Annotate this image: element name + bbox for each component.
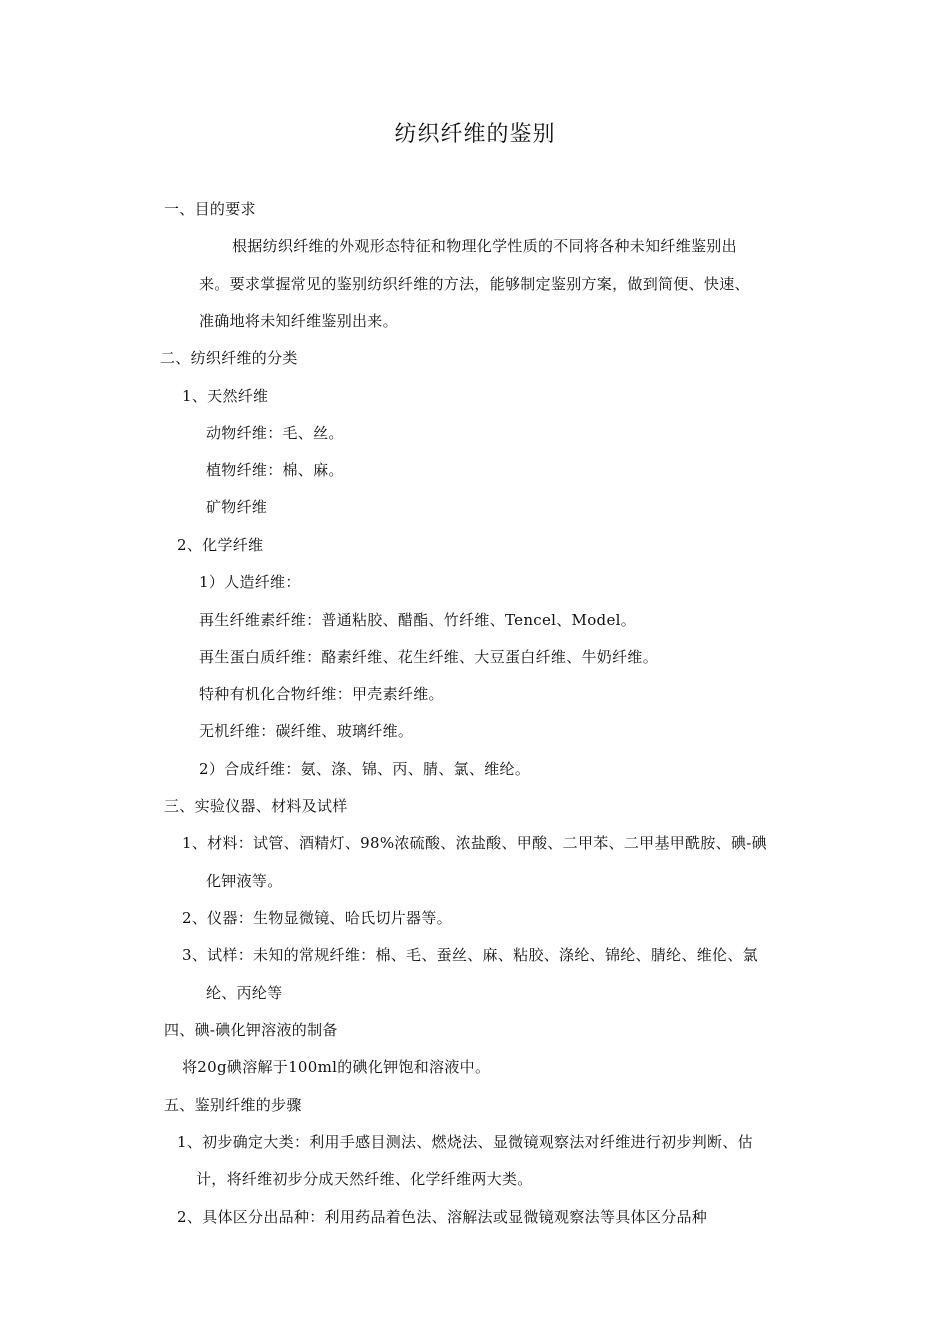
list-item-continuation: 计，将纤维初步分成天然纤维、化学纤维两大类。	[196, 1170, 533, 1188]
paragraph-line: 来。要求掌握常见的鉴别纺织纤维的方法，能够制定鉴别方案，做到简便、快速、	[199, 275, 750, 293]
document-title: 纺织纤维的鉴别	[394, 122, 556, 147]
subsection-heading: 1、天然纤维	[182, 387, 269, 405]
section-heading-3: 三、实验仪器、材料及试样	[164, 797, 348, 815]
list-item: 无机纤维：碳纤维、玻璃纤维。	[199, 722, 414, 740]
paragraph-line: 将20g碘溶解于100ml的碘化钾饱和溶液中。	[182, 1058, 491, 1076]
list-item: 1、初步确定大类：利用手感目测法、燃烧法、显微镜观察法对纤维进行初步判断、估	[177, 1133, 753, 1151]
list-item: 再生蛋白质纤维：酪素纤维、花生纤维、大豆蛋白纤维、牛奶纤维。	[199, 648, 659, 666]
list-item: 植物纤维：棉、麻。	[206, 461, 344, 479]
list-item: 1）人造纤维：	[199, 573, 301, 591]
list-item: 再生纤维素纤维：普通粘胶、醋酯、竹纤维、Tencel、Model。	[199, 611, 637, 629]
list-item-continuation: 纶、丙纶等	[206, 984, 283, 1002]
list-item: 矿物纤维	[206, 498, 268, 516]
paragraph-line: 根据纺织纤维的外观形态特征和物理化学性质的不同将各种未知纤维鉴别出	[232, 237, 737, 255]
subsection-heading: 2、化学纤维	[177, 536, 264, 554]
section-heading-2: 二、纺织纤维的分类	[160, 349, 298, 367]
list-item: 2）合成纤维：氨、涤、锦、丙、腈、氯、维纶。	[199, 760, 531, 778]
section-heading-1: 一、目的要求	[164, 200, 256, 218]
section-heading-4: 四、碘-碘化钾溶液的制备	[164, 1021, 338, 1039]
paragraph-line: 准确地将未知纤维鉴别出来。	[199, 312, 398, 330]
list-item: 3、试样：未知的常规纤维：棉、毛、蚕丝、麻、粘胶、涤纶、锦纶、腈纶、维伦、氯	[182, 946, 758, 964]
list-item: 动物纤维：毛、丝。	[206, 424, 344, 442]
list-item: 2、仪器：生物显微镜、哈氏切片器等。	[182, 909, 452, 927]
list-item-continuation: 化钾液等。	[206, 872, 283, 890]
list-item: 2、具体区分出品种：利用药品着色法、溶解法或显微镜观察法等具体区分品种	[177, 1208, 708, 1226]
section-heading-5: 五、鉴别纤维的步骤	[164, 1096, 302, 1114]
list-item: 1、材料：试管、酒精灯、98%浓硫酸、浓盐酸、甲酸、二甲苯、二甲基甲酰胺、碘-碘	[182, 834, 767, 852]
list-item: 特种有机化合物纤维：甲壳素纤维。	[199, 685, 444, 703]
